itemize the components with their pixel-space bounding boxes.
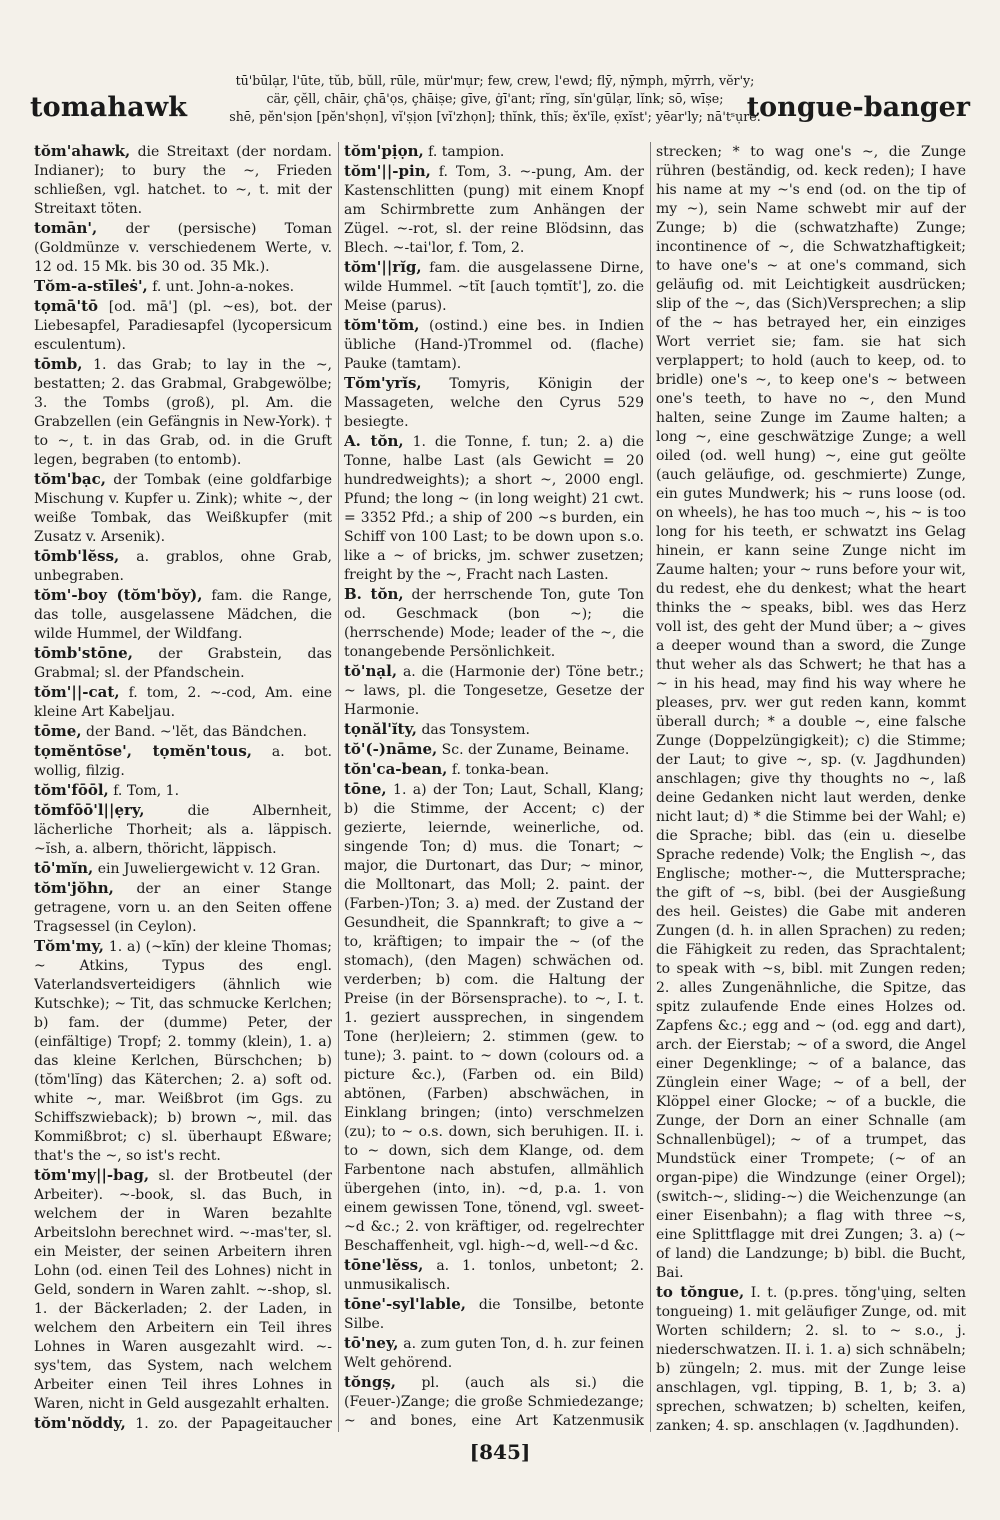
dictionary-entry	[34, 742, 332, 781]
headword: Tŏm'my,	[34, 937, 105, 955]
entry-definition: die Tonsilbe, betonte Silbe.	[344, 1297, 644, 1332]
headword: tŏm'||-pin,	[344, 162, 431, 180]
dictionary-entry	[34, 1166, 332, 1414]
dictionary-entry	[656, 142, 966, 1283]
guide-word-left: tomahawk	[30, 92, 188, 123]
dictionary-entry	[34, 219, 332, 277]
entry-definition: a. zum guten Ton, d. h. zur feinen Welt gehörend.	[344, 1336, 644, 1371]
headword: tŏm'||rĭg,	[344, 258, 422, 276]
headword: tŏm'||-cat,	[34, 683, 120, 701]
entry-definition: pl. (auch als si.) die (Feuer-)Zange; die große Schmiedezange; ~ and bones, eine Art Katzenmusik	[344, 1375, 644, 1429]
dictionary-entry	[34, 683, 332, 722]
dictionary-entry	[344, 432, 644, 585]
entry-definition: a. die (Harmonie der) Töne betr.; ~ laws, pl. die Tongesetze, Gesetze der Harmonie.	[344, 664, 644, 718]
dictionary-entry	[344, 720, 644, 740]
dictionary-entry	[344, 142, 644, 162]
dictionary-entry	[344, 760, 644, 780]
page-number: [845]	[469, 1440, 531, 1464]
headword: tōmb,	[34, 355, 83, 373]
dictionary-entry	[34, 644, 332, 683]
headword: tŏm'-boy (tŏm'bŏy),	[34, 586, 203, 604]
dictionary-entry	[344, 374, 644, 432]
headword: B. tŏn,	[344, 585, 404, 603]
entry-definition: Tomyris, Königin der Massageten, welche den Cyrus 529 besiegte.	[344, 376, 644, 430]
dictionary-entry	[344, 662, 644, 720]
headword: tŏm'nŏddy,	[34, 1414, 126, 1432]
column-3	[656, 142, 966, 1432]
entry-definition: a. 1. tonlos, unbetont; 2. unmusikalisch.	[344, 1258, 644, 1293]
headword: tŏngṣ,	[344, 1373, 396, 1391]
headword: tōmb'lĕss,	[34, 547, 120, 565]
entry-definition: 1. das Grab; to lay in the ~, bestatten; 2. das Grabmal, Grabgewölbe; 3. the Tombs (groß), pl. Am. die Grabzellen (ein Gefängnis in New-York). † to ~, t. in das Grab, od. in die Gruft legen, begraben (to entomb).	[34, 357, 332, 468]
headword: tō'ney,	[344, 1334, 399, 1352]
headword: tōne'lĕss,	[344, 1256, 424, 1274]
headword: tōne,	[344, 780, 387, 798]
dictionary-entry	[344, 1373, 644, 1432]
entry-definition: der herrschende Ton, gute Ton od. Geschmack (bon ~); die (herrschende) Mode; leader of the ~, die tonangebende Persönlichkeit.	[344, 587, 644, 660]
dictionary-entry	[344, 780, 644, 1256]
page-header	[30, 72, 970, 128]
pronunciation-key	[195, 72, 795, 126]
dictionary-entry	[344, 1295, 644, 1334]
dictionary-entry	[34, 801, 332, 859]
entry-definition: [od. mā'] (pl. ~es), bot. der Liebesapfel, Paradiesapfel (lycopersicum esculentum).	[34, 299, 332, 353]
entry-definition: 1. zo. der Papageitaucher	[135, 1416, 332, 1432]
entry-definition: f. tonka-bean.	[451, 762, 550, 778]
headword: tōmb'stōne,	[34, 644, 133, 662]
entry-definition: a. grablos, ohne Grab, unbegraben.	[34, 549, 332, 584]
dictionary-entry	[34, 355, 332, 470]
entry-definition: f. unt. John-a-nokes.	[152, 279, 295, 295]
entry-definition: Sc. der Zuname, Beiname.	[441, 742, 630, 758]
entry-definition: strecken; * to wag one's ~, die Zunge rühren (beständig, od. keck reden); I have his name at my ~'s end (od. on the tip of my ~), sein Name schwebt mir auf der Zunge; b) die (schwatzhafte) Zunge; incontinence of ~, die Schwatzhaftigkeit; to have one's ~ at one's command, sich geläufig od. mit Leichtigkeit ausdrücken; slip of the ~, das (Sich)Versprechen; a slip of the ~ has betrayed her, ein einziges Wort verriet sie; fam. sie hat sich verplappert; to hold (auch to keep, od. to bridle) one's ~, to keep one's ~ between one's teeth, to have no ~, den Mund halten, seine Zunge im Zaume halten; a long ~, eine geschwätzige Zunge; a well oiled (od. well hung) ~, eine gut geölte (auch geläufige, od. geschmierte) Zunge, ein gutes Mundwerk; his ~ runs loose (od. on wheels), he has too much ~, his ~ is too long for his teeth, er schwatzt ins Gelag hinein, er kann seine Zunge nicht im Zaume halten; your ~ runs before your wit, du redest, ehe du denkest; what the heart thinks the ~ speaks, bibl. wes das Herz voll ist, des geht der Mund über; a ~ gives a deeper wound than a sword, die Zunge thut weher als das Schwert; he that has a ~ in his head, may find his way where he pleases, prv. wer gut reden kann, kommt überall durch; * a double ~, eine falsche Zunge (Doppelzüngigkeit); c) die Stimme; der Laut; to give ~, sp. (v. Jagdhunden) anschlagen; give thy thoughts no ~, laß deine Gedanken nicht laut werden, denke nicht laut; d) * die Stimme bei der Wahl; e) die Sprache; bibl. das (ein u. dieselbe Sprache redende) Volk; the English ~, das Englische; mother-~, die Muttersprache; the gift of ~s, bibl. (bei der Ausgießung des heil. Geistes) die Gabe mit anderen Zungen (d. h. in allen Sprachen) zu reden; die Fähigkeit zu reden, das Sprachtalent; to speak with ~s, bibl. mit Zungen reden; 2. alles Zungenähnliche, die Spitze, das spitz zulaufende Ende eines Holzes od. Zapfens &c.; egg and ~ (od. egg and dart), arch. der Eierstab; ~ of a sword, die Angel einer Degenklinge; ~ of a balance, das Zünglein einer Wage; ~ of a bell, der Klöppel einer Glocke; ~ of a buckle, die Zunge, der Dorn an einer Schnalle (am Schnallenbügel); ~ of a trumpet, das Mundstück einer Trompete; (~ of an organ-pipe) die Windzunge (einer Orgel); (switch-~, sliding-~) die Weichenzunge (an einer Eisenbahn); a flag with three ~s, eine Splittflagge mit drei Zungen; 3. a) (~ of land) die Landzunge; b) bibl. die Bucht, Bai.	[656, 144, 966, 1281]
entry-definition: (ostind.) eine bes. in Indien übliche (Hand-)Trommel od. (flache) Pauke (tamtam).	[344, 318, 644, 372]
headword: tŏm'jŏhn,	[34, 879, 114, 897]
headword: tŏmfōō'l||ẹry,	[34, 801, 145, 819]
entry-definition: f. tom, 2. ~-cod, Am. eine kleine Art Kabeljau.	[34, 685, 332, 720]
pronunciation-key-line: shē, pĕn'sịon [pĕn'shọn], vĭ'ṣịon [vĭ'zhọn]; thĭnk, thĭs; ĕx'ĭle, ẹxĭst'; yēar'ly; nā'tˢụre.	[229, 109, 761, 124]
headword: tŏ'nạl,	[344, 662, 398, 680]
pronunciation-key-line: cär, çĕll, chāir, çhā'ọs, çhāiṣe; gīve, ġī'ant; rĭng, sĭn'gūlạr, lĭnk; sō, wīṣe;	[266, 91, 724, 106]
entry-definition: die Albernheit, lächerliche Thorheit; als a. läppisch. ~ĭsh, a. albern, thöricht, läppisch.	[34, 803, 332, 857]
entry-definition: f. Tom, 3. ~-pung, Am. der Kastenschlitten (pung) mit einem Knopf am Schirmbrette zum Anhängen der Zügel. ~-rot, sl. der reine Blödsinn, das Blech. ~-tai'lor, f. Tom, 2.	[344, 164, 644, 256]
entry-definition: fam. die Range, das tolle, ausgelassene Mädchen, die wilde Hummel, der Wildfang.	[34, 588, 332, 642]
column-2	[344, 142, 644, 1432]
headword: tō'mĭn,	[34, 859, 94, 877]
entry-definition: der Band. ~'lĕt, das Bändchen.	[86, 724, 307, 740]
entry-definition: 1. die Tonne, f. tun; 2. a) die Tonne, halbe Last (als Gewicht = 20 hundredweights); a short ~, 2000 engl. Pfund; the long ~ (in long weight) 21 cwt. = 3352 Pfd.; a ship of 200 ~s burden, ein Schiff von 100 Last; to be down upon s.o. like a ~ of bricks, jm. schwer zusetzen; freight by the ~, Fracht nach Lasten.	[344, 434, 644, 583]
headword: tŏm'tŏm,	[344, 316, 420, 334]
dictionary-entry	[34, 277, 332, 297]
headword: tōne'-syl'lable,	[344, 1295, 467, 1313]
column-1	[34, 142, 332, 1432]
entry-definition: fam. die ausgelassene Dirne, wilde Hummel. ~tĭt [auch tọmtĭt'], zo. die Meise (parus).	[344, 260, 644, 314]
entry-definition: der (persische) Toman (Goldmünze v. verschiedenem Werte, v. 12 od. 15 Mk. bis 30 od. 35 Mk.).	[34, 221, 332, 275]
entry-definition: ein Juweliergewicht v. 12 Gran.	[97, 861, 321, 877]
dictionary-entry	[34, 470, 332, 547]
headword: tŏm'fōōl,	[34, 781, 109, 799]
dictionary-entry	[344, 162, 644, 258]
entry-definition: das Tonsystem.	[421, 722, 530, 738]
entry-definition: sl. der Brotbeutel (der Arbeiter). ~-book, sl. das Buch, in welchem der in Waren bezahlte Arbeitslohn berechnet wird. ~-mas'ter, sl. ein Meister, der seinen Arbeitern ihren Lohn (od. einen Teil des Lohnes) nicht in Geld, sondern in Waren zahlt. ~-shop, sl. 1. der Bäckerladen; 2. der Laden, in welchem den Arbeitern ein Teil ihres Lohnes in Waren ausgezahlt wird. ~-sys'tem, das System, nach welchem Arbeiter einen Teil ihres Lohnes in Waren, nicht in Geld ausgezahlt erhalten.	[34, 1168, 332, 1412]
entry-definition: der an einer Stange getragene, vorn u. an den Seiten offene Tragsessel (in Ceylon).	[34, 881, 332, 935]
headword: tomān',	[34, 219, 98, 237]
pronunciation-key-line: tū'būlạr, l'ūte, tŭb, bŭll, rūle, mür'mụr; few, crew, l'ewd; flȳ, nȳmph, mȳrrh, vĕr'y;	[235, 73, 755, 88]
dictionary-entry	[34, 586, 332, 644]
headword: Tŏm'yrĭs,	[344, 374, 422, 392]
entry-definition: I. t. (p.pres. tŏng'ụing, selten tongueing) 1. mit geläufiger Zunge, od. mit Worten schildern; 2. sl. to ~ s.o., j. niederschwatzen. II. i. 1. a) sich schnäbeln; b) züngeln; 2. mus. mit der Zunge leise anschlagen, vgl. tipping, B. 1, b; 3. a) sprechen, schwatzen; b) schelten, keifen, zanken; 4. sp. anschlagen (v. Jagdhunden).	[656, 1285, 966, 1432]
entry-definition: der Tombak (eine goldfarbige Mischung v. Kupfer u. Zink); white ~, der weiße Tombak, das Weißkupfer (mit Zusatz v. Arsenik).	[34, 472, 332, 545]
dictionary-entry	[34, 297, 332, 355]
dictionary-entry	[34, 1414, 332, 1432]
headword: tŏn'ca-bean,	[344, 760, 448, 778]
headword: tŏm'bạc,	[34, 470, 106, 488]
headword: tŏm'my||-bag,	[34, 1166, 150, 1184]
entry-definition: f. Tom, 1.	[113, 783, 180, 799]
dictionary-entry	[344, 1334, 644, 1373]
entry-definition: 1. a) der Ton; Laut, Schall, Klang; b) die Stimme, der Accent; c) der gezierte, leiernde, weinerliche, od. singende Ton; d) mus. die Tonart; ~ major, die Durtonart, das Dur; ~ minor, die Molltonart, das Moll; 2. paint. der (Farben-)Ton; 3. a) med. der Zustand der Gesundheit, die Spannkraft; to give a ~ to, kräftigen; to impair the ~ (of the stomach), (den Magen) schwächen od. verderben; b) com. die Haltung der Preise (in der Börsensprache). to ~, I. t. 1. geziert aussprechen, in singendem Tone (her)leiern; 2. stimmen (gew. to tune); 3. paint. to ~ down (colours od. a picture &c.), (Farben od. ein Bild) abtönen, (Farben) abschwächen, in Einklang bringen; (into) verschmelzen (zu); to ~ o.s. down, sich beruhigen. II. i. to ~ down, sich dem Klange, od. dem Farbentone nach abstufen, allmählich übergehen (into, in). ~d, p.a. 1. von einem gewissen Tone, tönend, vgl. sweet-~d &c.; 2. von kräftiger, od. regelrechter Beschaffenheit, vgl. high-~d, well-~d &c.	[344, 782, 644, 1254]
headword: tōme,	[34, 722, 82, 740]
dictionary-entry	[34, 879, 332, 937]
dictionary-entry	[34, 937, 332, 1166]
guide-word-right: tongue-banger	[746, 92, 970, 123]
entry-definition: a. bot. wollig, filzig.	[34, 744, 332, 779]
columns	[34, 142, 966, 1432]
dictionary-entry	[344, 316, 644, 374]
headword: tŏ'(-)nāme,	[344, 740, 438, 758]
dictionary-entry	[656, 1283, 966, 1432]
entry-definition: 1. a) (~kĭn) der kleine Thomas; ~ Atkins, Typus des engl. Vaterlandsverteidigers (ähnlich wie Kutschke); ~ Tit, das schmucke Kerlchen; b) fam. der (dumme) Peter, der (einfältige) Tropf; 2. tommy (klein), 1. a) das kleine Kerlchen, Bürschchen; b) (tŏm'lĭng) das Käterchen; 2. a) soft od. white ~, mar. Weißbrot (im Ggs. zu Schiffszwieback); b) brown ~, mil. das Kommißbrot; c) sl. überhaupt Eßware; that's the ~, so ist's recht.	[34, 939, 332, 1164]
headword: tọnăl'ĭty,	[344, 720, 417, 738]
headword: tŏm'pịọn,	[344, 142, 424, 160]
entry-definition: die Streitaxt (der nordam. Indianer); to bury the ~, Frieden schließen, vgl. hatchet. to ~, t. mit der Streitaxt töten.	[34, 144, 332, 217]
headword: A. tŏn,	[344, 432, 404, 450]
dictionary-entry	[344, 585, 644, 662]
headword: tŏm'ahawk,	[34, 142, 131, 160]
dictionary-entry	[34, 859, 332, 879]
headword: to tŏngue,	[656, 1283, 745, 1301]
dictionary-entry	[34, 781, 332, 801]
dictionary-entry	[344, 1256, 644, 1295]
dictionary-entry	[34, 142, 332, 219]
headword: tọmā'tō	[34, 297, 99, 315]
dictionary-entry	[34, 547, 332, 586]
entry-definition: der Grabstein, das Grabmal; sl. der Pfandschein.	[34, 646, 332, 681]
headword: Tŏm-a-stīleṡ',	[34, 277, 148, 295]
headword: tọmĕntōse', tọmĕn'tous,	[34, 742, 252, 760]
dictionary-entry	[344, 740, 644, 760]
entry-definition: f. tampion.	[428, 144, 505, 160]
dictionary-entry	[344, 258, 644, 316]
dictionary-entry	[34, 722, 332, 742]
